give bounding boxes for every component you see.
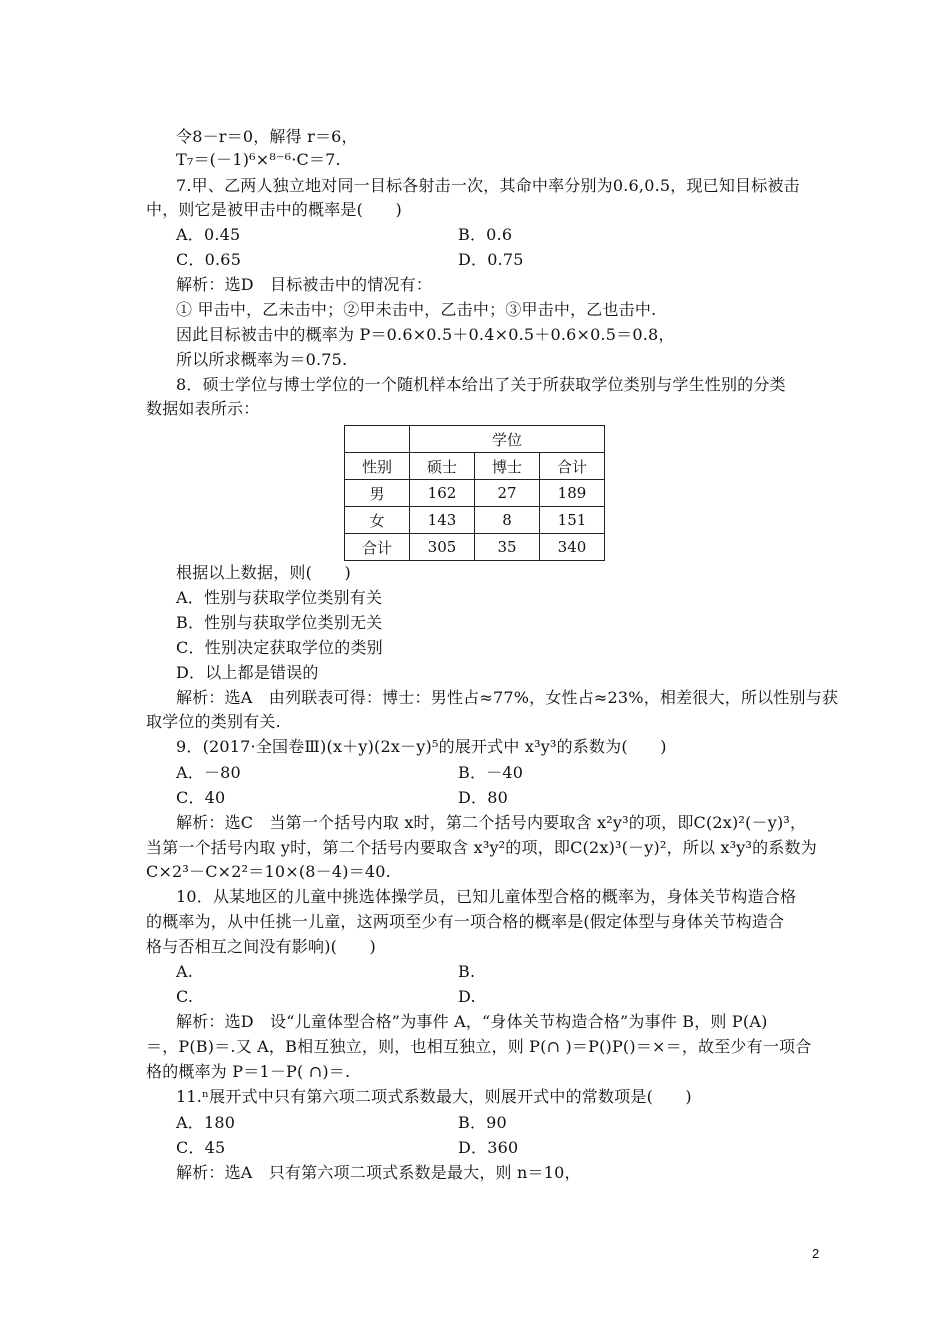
option-a: A. xyxy=(176,962,194,981)
table-row xyxy=(345,507,605,534)
solution-line: 解析：选C 当第一个括号内取 x时，第二个括号内要取含 x²y³的项，即C(2x)²(－y)³， xyxy=(176,813,807,832)
solution-line: 解析：选A 由列联表可得：博士：男性占≈77%，女性占≈23%，相差很大，所以性别与获 xyxy=(176,688,839,707)
solution-line: 解析：选D 目标被击中的情况有： xyxy=(176,275,433,294)
table-row-label: 合计 xyxy=(345,534,410,561)
table-cell: 27 xyxy=(475,480,540,507)
option-c: C. xyxy=(176,987,194,1006)
question-7-stem: 7.甲、乙两人独立地对同一目标各射击一次，其命中率分别为0.6,0.5，现已知目标被击 xyxy=(176,176,800,195)
table-col-header: 博士 xyxy=(475,453,540,480)
table-col-header: 合计 xyxy=(540,453,605,480)
solution-line: 取学位的类别有关. xyxy=(146,712,281,731)
option-a: A．180 xyxy=(176,1113,236,1132)
option-b: B．0.6 xyxy=(458,225,513,244)
solution-line: 令8－r＝0，解得 r＝6， xyxy=(176,127,358,146)
solution-line: 因此目标被击中的概率为 P＝0.6×0.5＋0.4×0.5＋0.6×0.5＝0.8， xyxy=(176,325,675,344)
table-row-label: 女 xyxy=(345,507,410,534)
question-10-stem: 格与否相互之间没有影响)( ) xyxy=(146,937,376,956)
table-row xyxy=(345,534,605,561)
table-cell: 340 xyxy=(540,534,605,561)
question-8-prompt: 根据以上数据，则( ) xyxy=(176,563,351,582)
page-number: 2 xyxy=(812,1246,820,1261)
solution-line: 所以所求概率为＝0.75. xyxy=(176,350,348,369)
table-cell: 162 xyxy=(410,480,475,507)
option-c: C．性别决定获取学位的类别 xyxy=(176,638,383,657)
solution-line: 解析：选D 设“儿童体型合格”为事件 A，“身体关节构造合格”为事件 B，则 P(A) xyxy=(176,1012,768,1031)
table-cell: 35 xyxy=(475,534,540,561)
solution-line: T₇＝(－1)⁶×⁸⁻⁶·C＝7. xyxy=(176,150,341,169)
option-a: A．性别与获取学位类别有关 xyxy=(176,588,383,607)
option-b: B．－40 xyxy=(458,763,524,782)
table-cell: 151 xyxy=(540,507,605,534)
solution-line: ① 甲击中，乙未击中；②甲未击中，乙击中；③甲击中，乙也击中. xyxy=(176,300,657,319)
question-8-stem: 8．硕士学位与博士学位的一个随机样本给出了关于所获取学位类别与学生性别的分类 xyxy=(176,375,786,394)
option-c: C．45 xyxy=(176,1138,226,1157)
option-d: D．80 xyxy=(458,788,508,807)
question-10-stem: 的概率为，从中任挑一儿童，这两项至少有一项合格的概率是(假定体型与身体关节构造合 xyxy=(146,912,785,931)
question-7-stem: 中，则它是被甲击中的概率是( ) xyxy=(146,200,402,219)
option-d: D．以上都是错误的 xyxy=(176,663,319,682)
question-8-stem: 数据如表所示： xyxy=(146,399,260,418)
solution-line: ＝，P(B)＝.又 A，B相互独立，则，也相互独立，则 P(∩ )＝P()P()＝×＝，故至少有一项合 xyxy=(146,1037,812,1056)
option-a: A．－80 xyxy=(176,763,241,782)
option-d: D. xyxy=(458,987,476,1006)
table-corner-cell xyxy=(345,426,410,453)
option-d: D．360 xyxy=(458,1138,519,1157)
table-cell: 305 xyxy=(410,534,475,561)
option-c: C．0.65 xyxy=(176,250,242,269)
option-b: B．90 xyxy=(458,1113,507,1132)
option-b: B．性别与获取学位类别无关 xyxy=(176,613,383,632)
option-b: B. xyxy=(458,962,476,981)
table-row-label: 男 xyxy=(345,480,410,507)
solution-line: C×2³－C×2²＝10×(8－4)＝40. xyxy=(146,862,391,881)
table-cell: 143 xyxy=(410,507,475,534)
degree-gender-table xyxy=(344,425,605,561)
question-10-stem: 10．从某地区的儿童中挑选体操学员，已知儿童体型合格的概率为，身体关节构造合格 xyxy=(176,887,797,906)
table-cell: 8 xyxy=(475,507,540,534)
table-row-header: 性别 xyxy=(345,453,410,480)
question-11-stem: 11.ⁿ展开式中只有第六项二项式系数最大，则展开式中的常数项是( ) xyxy=(176,1087,692,1106)
solution-line: 当第一个括号内取 y时，第二个括号内要取含 x³y²的项，即C(2x)³(－y)²，所以 x³y³的系数为 xyxy=(146,838,817,857)
table-group-header: 学位 xyxy=(410,426,605,453)
option-a: A．0.45 xyxy=(176,225,241,244)
question-9-stem: 9．(2017·全国卷Ⅲ)(x＋y)(2x－y)⁵的展开式中 x³y³的系数为( ) xyxy=(176,737,667,756)
table-cell: 189 xyxy=(540,480,605,507)
solution-line: 格的概率为 P＝1－P( ∩)＝. xyxy=(146,1062,351,1081)
option-d: D．0.75 xyxy=(458,250,524,269)
solution-line: 解析：选A 只有第六项二项式系数是最大，则 n＝10， xyxy=(176,1163,581,1182)
table-col-header: 硕士 xyxy=(410,453,475,480)
option-c: C．40 xyxy=(176,788,226,807)
table-row xyxy=(345,480,605,507)
